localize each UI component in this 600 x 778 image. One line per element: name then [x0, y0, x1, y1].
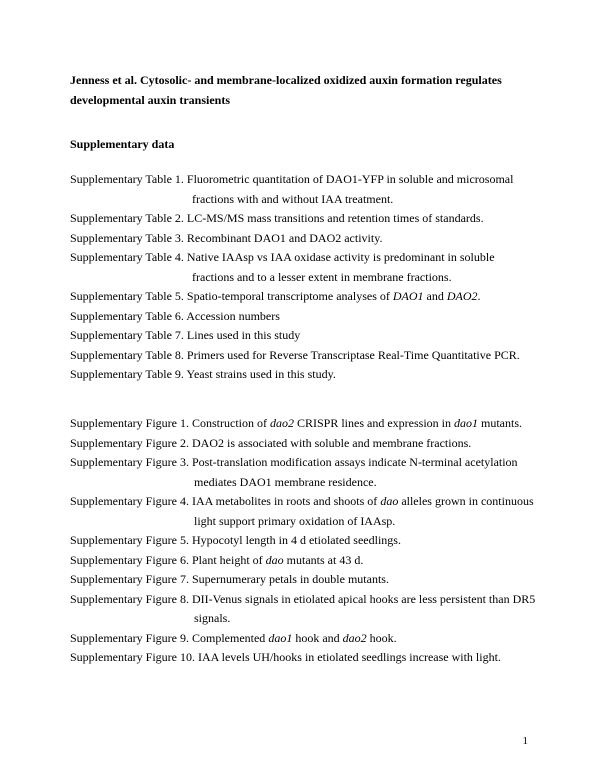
table-description: Yeast strains used in this study. — [183, 367, 336, 381]
figure-description: Hypocotyl length in 4 d etiolated seedlings. — [188, 533, 401, 547]
table-entry-line — [70, 326, 550, 346]
figure-description-continuation: signals. — [194, 611, 231, 625]
table-entry-line — [70, 365, 550, 385]
table-description: and — [423, 289, 447, 303]
italic-gene-name: DAO1 — [392, 289, 424, 303]
figure-entry — [70, 590, 550, 629]
figure-label: Supplementary Figure 5. — [70, 533, 189, 547]
table-entry — [70, 346, 550, 366]
figure-description: CRISPR lines and expression in — [293, 416, 454, 430]
figure-entry-line — [70, 492, 550, 512]
table-entry — [70, 365, 550, 385]
table-entry — [70, 287, 550, 307]
italic-gene-name: DAO2 — [446, 289, 478, 303]
table-entry-line — [70, 170, 550, 190]
figure-description-continuation: light support primary oxidation of IAAsp. — [194, 513, 396, 528]
figure-description-continuation: mediates DAO1 membrane residence. — [194, 474, 377, 489]
italic-gene-name: dao2 — [342, 630, 367, 645]
section-heading: Supplementary data — [70, 137, 175, 151]
table-description-continuation: fractions and to a lesser extent in membrane fractions. — [192, 269, 452, 284]
figure-label: Supplementary Figure 7. — [70, 572, 189, 586]
table-description: Native IAAsp vs IAA oxidase activity is predominant in soluble — [183, 250, 495, 264]
figure-label: Supplementary Figure 1. — [70, 416, 189, 430]
italic-gene-name: dao — [380, 494, 399, 508]
table-entry — [70, 248, 550, 287]
table-entry-line — [70, 307, 550, 327]
figure-description: mutants at 43 d. — [283, 552, 364, 567]
table-entry — [70, 170, 550, 209]
document-title: Jenness et al. Cytosolic- and membrane-localized oxidized auxin formation regulates developmental auxin transients — [70, 73, 502, 107]
italic-gene-name: dao2 — [269, 416, 294, 430]
supplementary-figure-list — [70, 414, 550, 668]
figure-description: IAA levels UH/hooks in etiolated seedlings increase with light. — [194, 650, 501, 664]
table-description: . — [477, 289, 481, 303]
figure-entry — [70, 570, 550, 590]
figure-entry-line — [70, 551, 550, 571]
figure-entry — [70, 492, 550, 531]
figure-entry — [70, 551, 550, 571]
figure-entry-line — [70, 570, 550, 590]
table-label: Supplementary Table 4. — [70, 250, 184, 264]
table-entry-line — [70, 346, 550, 366]
figure-entry-line — [70, 648, 550, 668]
figure-description: hook and — [292, 630, 343, 645]
table-description: LC-MS/MS mass transitions and retention times of standards. — [183, 211, 484, 225]
italic-gene-name: dao1 — [454, 416, 478, 430]
table-entry-line — [70, 229, 550, 249]
figure-description: Complemented — [188, 630, 269, 645]
table-description: Recombinant DAO1 and DAO2 activity. — [183, 230, 383, 245]
table-label: Supplementary Table 5. — [70, 289, 184, 303]
figure-description: mutants. — [478, 416, 522, 430]
table-description: Lines used in this study — [183, 328, 301, 342]
table-entry — [70, 326, 550, 346]
figure-label: Supplementary Figure 6. — [70, 552, 189, 567]
figure-entry — [70, 629, 550, 649]
supplementary-table-list — [70, 170, 550, 385]
figure-entry — [70, 434, 550, 454]
figure-entry — [70, 453, 550, 492]
figure-entry — [70, 648, 550, 668]
figure-entry-line — [70, 590, 550, 610]
figure-description: Plant height of — [188, 552, 266, 567]
table-description: Fluorometric quantitation of DAO1-YFP in soluble and microsomal — [183, 172, 514, 186]
figure-entry-line — [70, 629, 550, 649]
table-label: Supplementary Table 8. — [70, 347, 184, 362]
figure-description: DII-Venus signals in etiolated apical hooks are less persistent than DR5 — [188, 591, 536, 606]
table-description: Spatio-temporal transcriptome analyses of — [183, 289, 393, 303]
table-label: Supplementary Table 7. — [70, 328, 184, 342]
table-label: Supplementary Table 2. — [70, 211, 184, 225]
figure-description: IAA metabolites in roots and shoots of — [188, 494, 381, 508]
table-entry — [70, 229, 550, 249]
table-entry — [70, 209, 550, 229]
table-entry — [70, 307, 550, 327]
table-description: Primers used for Reverse Transcriptase Real-Time Quantitative PCR. — [183, 347, 520, 362]
table-label: Supplementary Table 1. — [70, 172, 184, 186]
figure-entry — [70, 531, 550, 551]
figure-description: Post-translation modification assays indicate N-terminal acetylation — [188, 455, 518, 469]
italic-gene-name: dao — [265, 552, 284, 567]
table-label: Supplementary Table 6. — [70, 308, 184, 323]
figure-entry-line — [70, 531, 550, 551]
figure-entry-line — [70, 414, 550, 434]
figure-description: Supernumerary petals in double mutants. — [188, 572, 389, 586]
figure-description: DAO2 is associated with soluble and membrane fractions. — [188, 435, 472, 450]
figure-label: Supplementary Figure 2. — [70, 435, 189, 450]
table-description-continuation: fractions with and without IAA treatment. — [192, 191, 394, 206]
figure-description: Construction of — [188, 416, 270, 430]
figure-entry-line — [70, 453, 550, 473]
table-entry-line — [70, 209, 550, 229]
table-entry-line — [70, 287, 550, 307]
italic-gene-name: dao1 — [268, 630, 293, 645]
table-label: Supplementary Table 3. — [70, 230, 184, 245]
figure-entry — [70, 414, 550, 434]
table-label: Supplementary Table 9. — [70, 367, 184, 381]
figure-description: alleles grown in continuous — [398, 494, 534, 508]
table-description: Accession numbers — [183, 308, 280, 323]
page-number: 1 — [522, 735, 528, 747]
figure-label: Supplementary Figure 9. — [70, 630, 189, 645]
figure-label: Supplementary Figure 10. — [70, 650, 195, 664]
figure-description: hook. — [366, 630, 397, 645]
figure-label: Supplementary Figure 3. — [70, 455, 189, 469]
figure-label: Supplementary Figure 8. — [70, 591, 189, 606]
figure-entry-line — [70, 434, 550, 454]
table-entry-line — [70, 248, 550, 268]
figure-label: Supplementary Figure 4. — [70, 494, 189, 508]
